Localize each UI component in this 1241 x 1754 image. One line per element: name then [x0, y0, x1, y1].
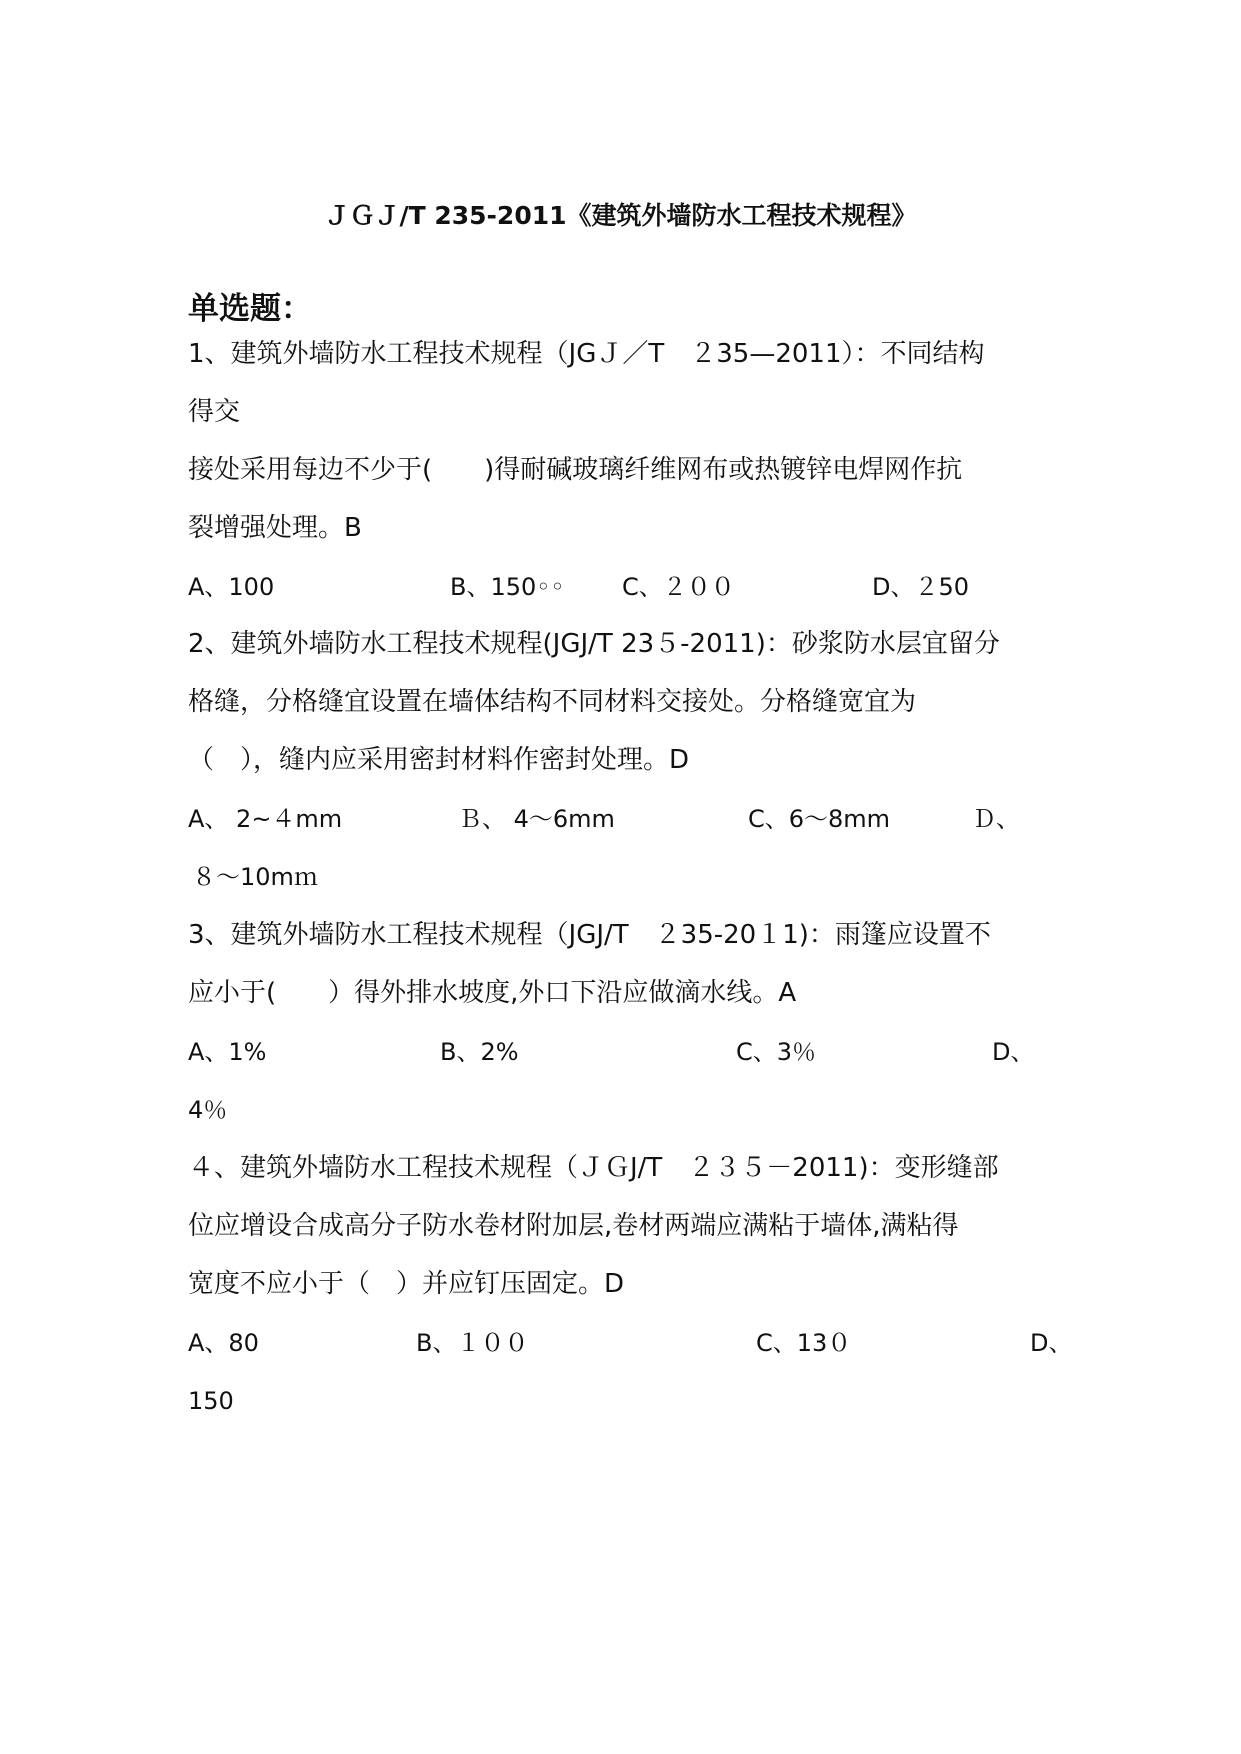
question-3-option-d-label: D、: [992, 1038, 1035, 1066]
question-4-option-c: C、13０: [756, 1329, 852, 1357]
question-2-line-2: 格缝，分格缝宜设置在墙体结构不同材料交接处。分格缝宽宜为: [188, 687, 917, 717]
question-3-line-2: 应小于( ）得外排水坡度,外口下沿应做滴水线。A: [188, 978, 797, 1008]
question-4-line-1: ４、建筑外墙防水工程技术规程（ＪＧJ/T ２３５－2011)：变形缝部: [188, 1153, 999, 1183]
question-4-option-d-label: D、: [1030, 1329, 1073, 1357]
question-1-line-1: 1、建筑外墙防水工程技术规程（JGＪ／T ２35—2011）：不同结构: [188, 339, 985, 369]
question-1-option-c: C、２００: [622, 573, 735, 601]
question-2-option-c: C、6～8mm: [748, 805, 891, 833]
question-4-option-a: A、80: [188, 1329, 259, 1357]
question-1-line-3: 接处采用每边不少于( )得耐碱玻璃纤维网布或热镀锌电焊网作抗: [188, 455, 963, 485]
document-title: ＪＧＪ/T 235-2011《建筑外墙防水工程技术规程》: [324, 201, 917, 230]
section-heading: 单选题：: [188, 291, 312, 327]
question-1-line-2: 得交: [188, 397, 241, 427]
question-4-option-b: B、１００: [416, 1329, 529, 1357]
question-4-line-3: 宽度不应小于（ ）并应钉压固定。D: [188, 1269, 625, 1299]
question-3-option-b: B、2%: [440, 1038, 519, 1066]
question-1-line-4: 裂增强处理。B: [188, 513, 362, 543]
question-3-option-c: C、3％: [736, 1038, 817, 1066]
question-4-option-d-value: 150: [188, 1387, 234, 1415]
question-1-option-d: D、２50: [872, 573, 970, 601]
question-3-option-a: A、1%: [188, 1038, 267, 1066]
question-2-option-d-value: ８～10mｍ: [192, 863, 318, 891]
question-1-option-a: A、100: [188, 573, 275, 601]
question-4-line-2: 位应增设合成高分子防水卷材附加层,卷材两端应满粘于墙体,满粘得: [188, 1211, 959, 1241]
question-3-option-d-value: 4％: [188, 1096, 228, 1124]
question-2-line-3: （ ），缝内应采用密封材料作密封处理。D: [188, 745, 690, 775]
question-1-option-b: B、150◦◦: [450, 573, 565, 601]
question-2-line-1: 2、建筑外墙防水工程技术规程(JGJ/T 23５-2011)：砂浆防水层宜留分: [188, 629, 1000, 659]
question-2-option-b: Ｂ、 4～6mm: [458, 805, 615, 833]
question-3-line-1: 3、建筑外墙防水工程技术规程（JGJ/T ２35-20１1)：雨篷应设置不: [188, 920, 991, 950]
question-2-option-a: A、 2~４mm: [188, 805, 343, 833]
question-2-option-d-label: Ｄ、: [972, 805, 1020, 833]
